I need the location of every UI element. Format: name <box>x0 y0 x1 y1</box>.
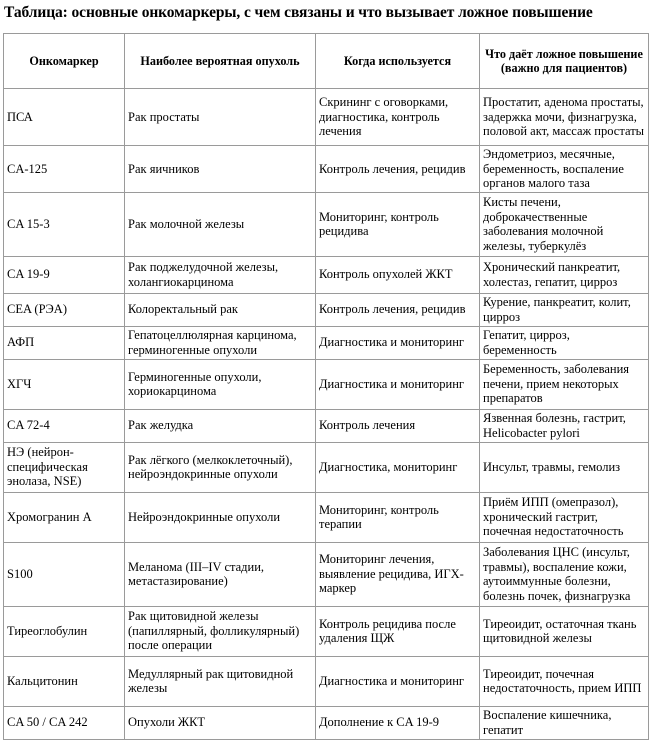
cell-marker: НЭ (нейрон-специфическая энолаза, NSE) <box>4 442 125 492</box>
cell-false-elevation: Курение, панкреатит, колит, цирроз <box>480 293 649 326</box>
header-false-elevation: Что даёт ложное повышение (важно для пациентов) <box>480 34 649 89</box>
table-row <box>4 706 649 739</box>
cell-marker: ПСА <box>4 89 125 146</box>
cell-usage: Диагностика и мониторинг <box>316 326 480 359</box>
page-title: Таблица: основные онкомаркеры, с чем связаны и что вызывает ложное повышение <box>4 4 593 21</box>
cell-false-elevation: Язвенная болезнь, гастрит, Helicobacter pylori <box>480 409 649 442</box>
cell-tumor: Рак яичников <box>125 146 316 193</box>
header-usage: Когда используется <box>316 34 480 89</box>
cell-marker: CA-125 <box>4 146 125 193</box>
cell-tumor: Гепатоцеллюлярная карцинома, герминогенные опухоли <box>125 326 316 359</box>
table-row <box>4 656 649 706</box>
cell-usage: Контроль лечения, рецидив <box>316 293 480 326</box>
header-tumor: Наиболее вероятная опухоль <box>125 34 316 89</box>
cell-tumor: Рак желудка <box>125 409 316 442</box>
table-row <box>4 492 649 542</box>
table-row <box>4 542 649 606</box>
table-row <box>4 146 649 193</box>
cell-false-elevation: Заболевания ЦНС (инсульт, травмы), воспаление кожи, аутоиммунные болезни, болезнь почек, физнагрузка <box>480 542 649 606</box>
cell-false-elevation: Эндометриоз, месячные, беременность, воспаление органов малого таза <box>480 146 649 193</box>
cell-marker: Тиреоглобулин <box>4 606 125 656</box>
cell-usage: Контроль лечения, рецидив <box>316 146 480 193</box>
cell-marker: CEA (РЭА) <box>4 293 125 326</box>
cell-marker: CA 19-9 <box>4 256 125 293</box>
cell-usage: Контроль лечения <box>316 409 480 442</box>
cell-marker: CA 50 / CA 242 <box>4 706 125 739</box>
cell-false-elevation: Воспаление кишечника, гепатит <box>480 706 649 739</box>
table-row <box>4 192 649 256</box>
cell-tumor: Меланома (III–IV стадии, метастазирование) <box>125 542 316 606</box>
cell-false-elevation: Хронический панкреатит, холестаз, гепатит, цирроз <box>480 256 649 293</box>
cell-usage: Контроль рецидива после удаления ЩЖ <box>316 606 480 656</box>
table-row <box>4 326 649 359</box>
table-row <box>4 442 649 492</box>
cell-tumor: Рак молочной железы <box>125 192 316 256</box>
cell-usage: Мониторинг лечения, выявление рецидива, ИГХ-маркер <box>316 542 480 606</box>
table-row <box>4 606 649 656</box>
cell-tumor: Колоректальный рак <box>125 293 316 326</box>
table-row <box>4 293 649 326</box>
table-row <box>4 359 649 409</box>
oncomarker-table <box>3 33 649 740</box>
table-body <box>4 89 649 740</box>
cell-false-elevation: Инсульт, травмы, гемолиз <box>480 442 649 492</box>
cell-usage: Дополнение к CA 19-9 <box>316 706 480 739</box>
cell-marker: Кальцитонин <box>4 656 125 706</box>
cell-tumor: Герминогенные опухоли, хориокарцинома <box>125 359 316 409</box>
cell-tumor: Рак поджелудочной железы, холангиокарцинома <box>125 256 316 293</box>
cell-marker: S100 <box>4 542 125 606</box>
table-header-row <box>4 34 649 89</box>
cell-false-elevation: Кисты печени, доброкачественные заболевания молочной железы, туберкулёз <box>480 192 649 256</box>
cell-false-elevation: Беременность, заболевания печени, прием некоторых препаратов <box>480 359 649 409</box>
cell-false-elevation: Приём ИПП (омепразол), хронический гастрит, почечная недостаточность <box>480 492 649 542</box>
cell-usage: Контроль опухолей ЖКТ <box>316 256 480 293</box>
table-row <box>4 256 649 293</box>
cell-usage: Диагностика, мониторинг <box>316 442 480 492</box>
header-marker: Онкомаркер <box>4 34 125 89</box>
cell-usage: Диагностика и мониторинг <box>316 359 480 409</box>
cell-marker: Хромогранин А <box>4 492 125 542</box>
cell-tumor: Рак щитовидной железы (папиллярный, фолликулярный) после операции <box>125 606 316 656</box>
cell-marker: АФП <box>4 326 125 359</box>
cell-tumor: Опухоли ЖКТ <box>125 706 316 739</box>
cell-false-elevation: Гепатит, цирроз, беременность <box>480 326 649 359</box>
cell-false-elevation: Тиреоидит, остаточная ткань щитовидной железы <box>480 606 649 656</box>
cell-tumor: Рак лёгкого (мелкоклеточный), нейроэндокринные опухоли <box>125 442 316 492</box>
cell-usage: Скрининг с оговорками, диагностика, контроль лечения <box>316 89 480 146</box>
cell-false-elevation: Простатит, аденома простаты, задержка мочи, физнагрузка, половой акт, массаж простаты <box>480 89 649 146</box>
table-row <box>4 409 649 442</box>
cell-usage: Диагностика и мониторинг <box>316 656 480 706</box>
cell-usage: Мониторинг, контроль рецидива <box>316 192 480 256</box>
table-row <box>4 89 649 146</box>
cell-marker: ХГЧ <box>4 359 125 409</box>
cell-tumor: Рак простаты <box>125 89 316 146</box>
cell-marker: CA 15-3 <box>4 192 125 256</box>
cell-tumor: Медуллярный рак щитовидной железы <box>125 656 316 706</box>
cell-tumor: Нейроэндокринные опухоли <box>125 492 316 542</box>
cell-usage: Мониторинг, контроль терапии <box>316 492 480 542</box>
cell-false-elevation: Тиреоидит, почечная недостаточность, прием ИПП <box>480 656 649 706</box>
cell-marker: CA 72-4 <box>4 409 125 442</box>
